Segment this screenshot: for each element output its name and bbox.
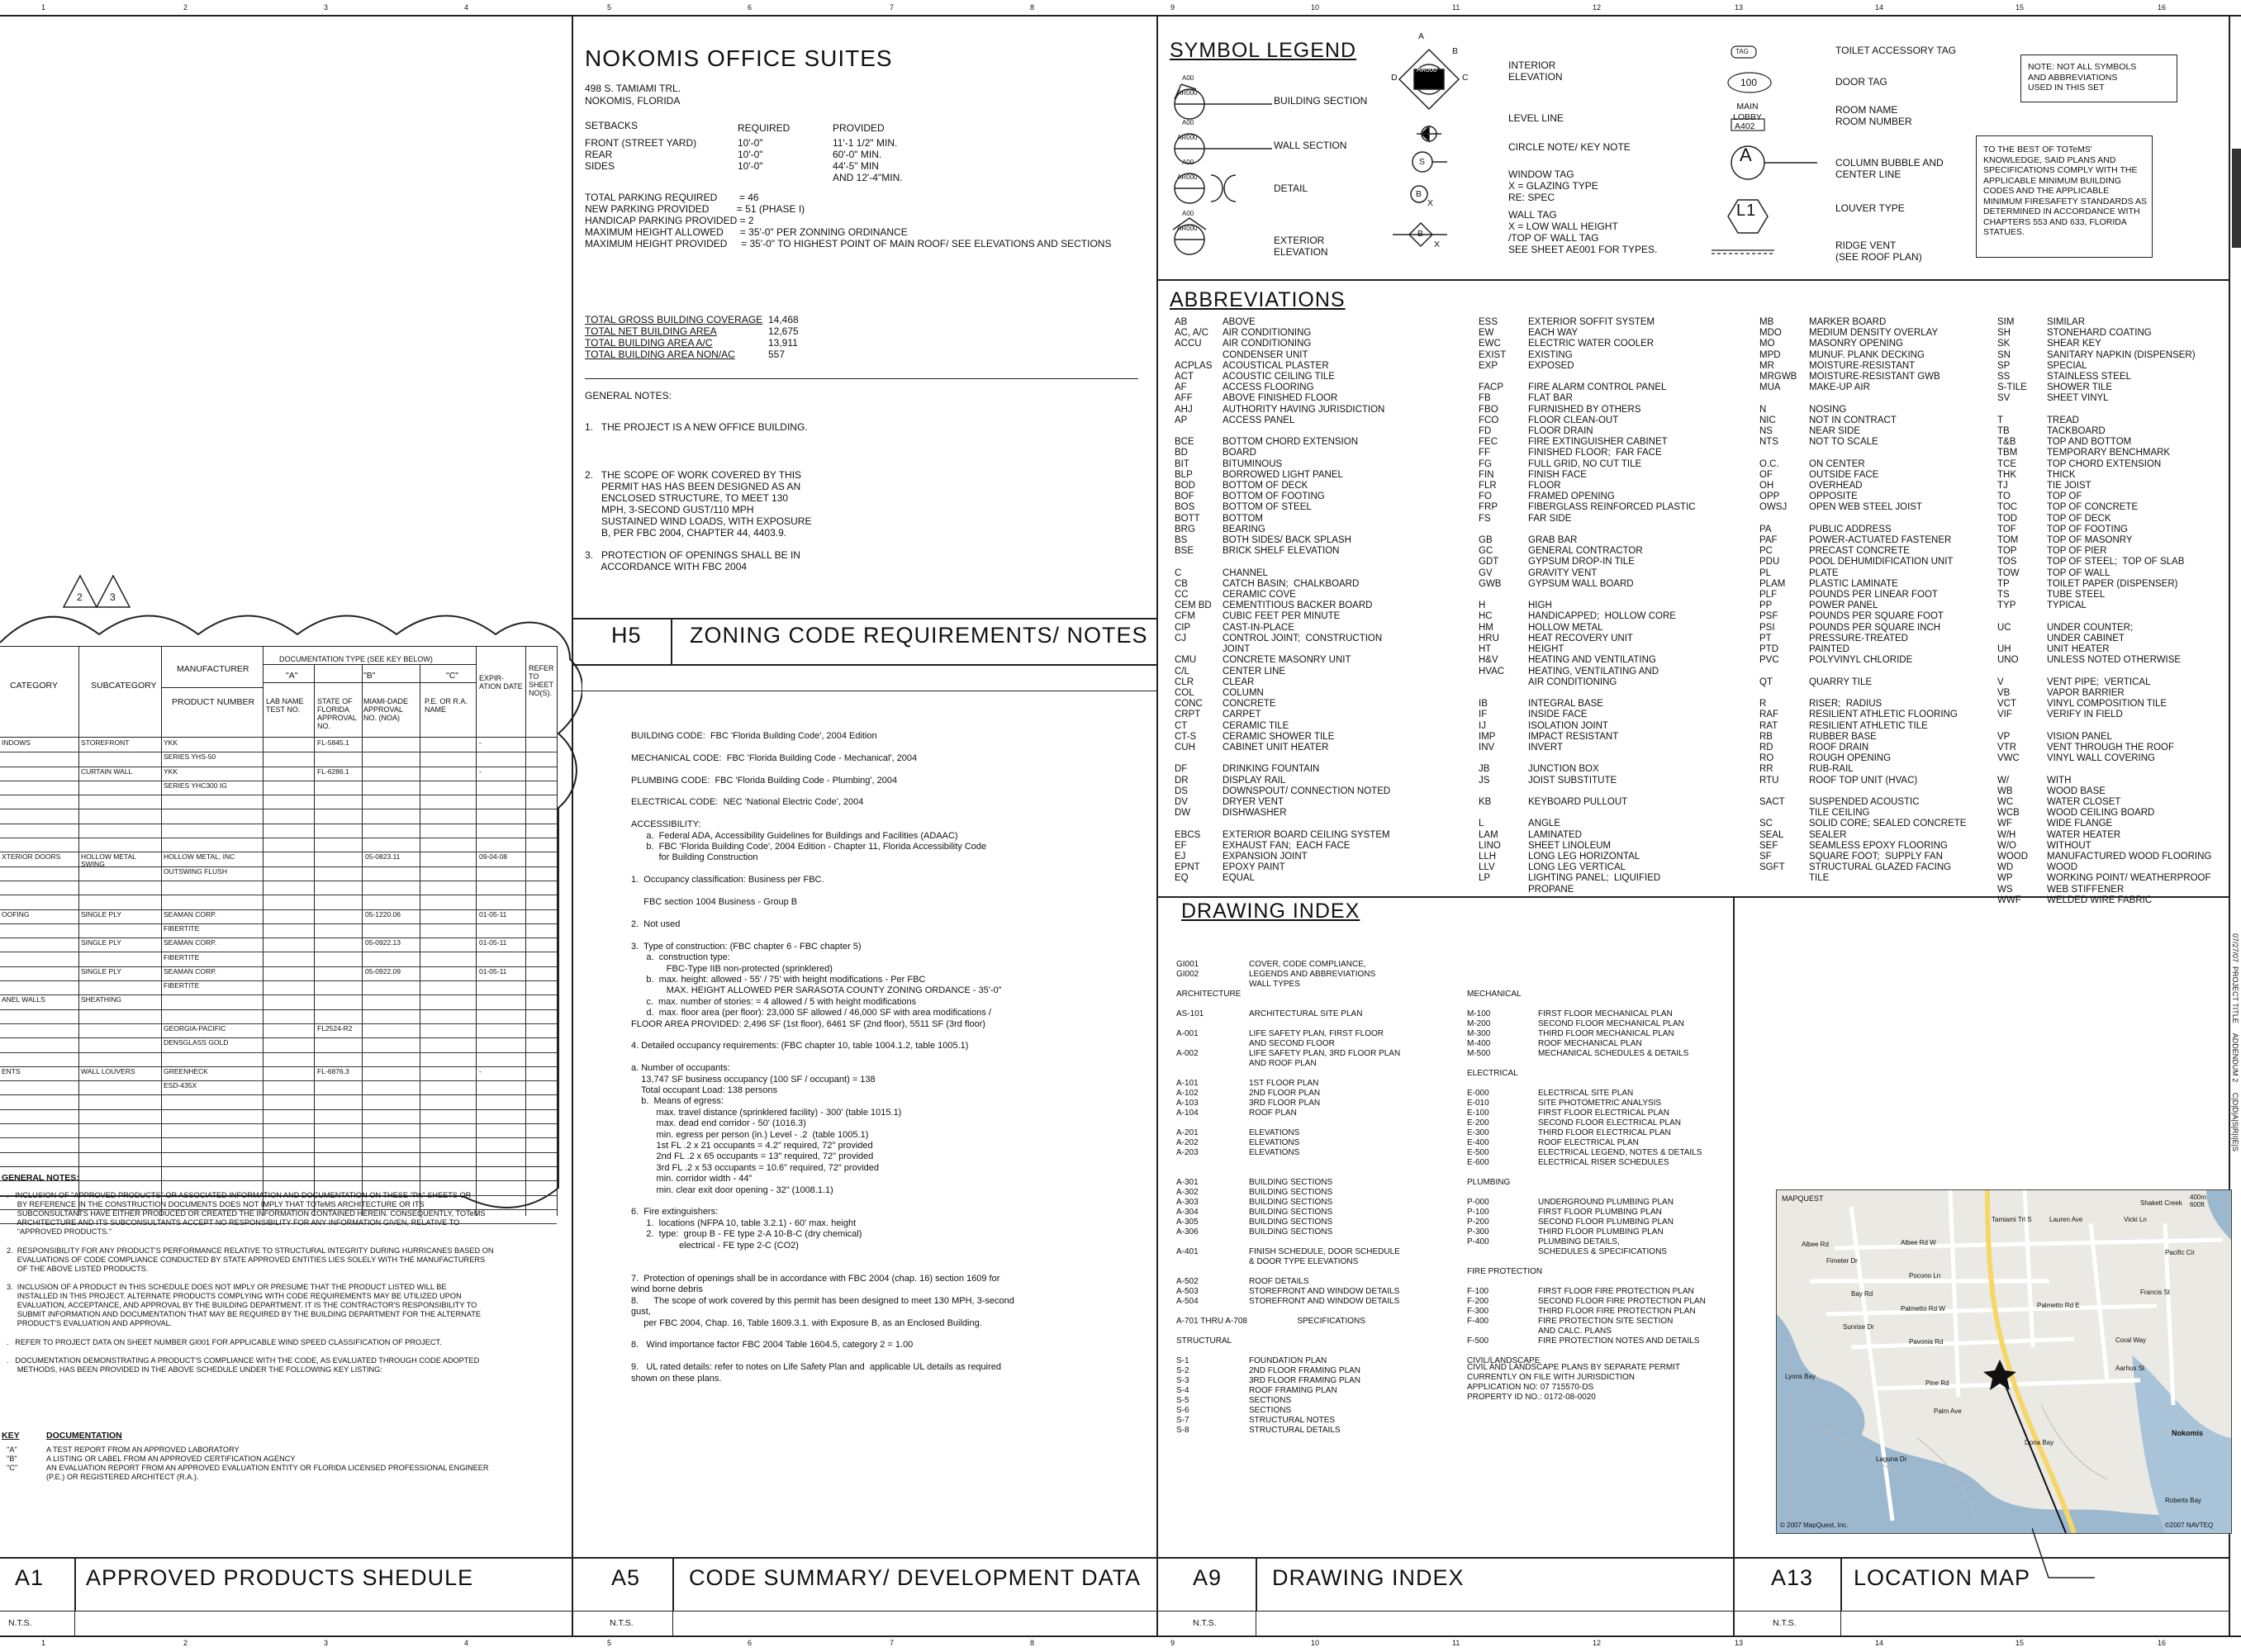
table-cell-cat: OOFING: [2, 910, 30, 919]
ruler-number: 13: [1735, 1639, 1744, 1647]
table-row: [0, 1037, 557, 1052]
tb-divider: [1840, 1557, 1842, 1612]
table-cell-sub: SHEATHING: [81, 996, 121, 1004]
legend-ridge-vent: RIDGE VENT (SEE ROOF PLAN): [1835, 240, 1922, 263]
legend-door-tag: DOOR TAG: [1835, 76, 1887, 88]
col-divider-3: [1733, 896, 1735, 1637]
ruler-number: 16: [2158, 3, 2167, 12]
level-line-symbol: [1417, 126, 1441, 141]
table-cell-mfr: DENSGLASS GOLD: [164, 1039, 229, 1047]
tb-divider: [74, 1557, 76, 1612]
hdr-expiration: EXPIR- ATION DATE: [479, 674, 523, 691]
abbrev-col1-codes: AB AC, A/C ACCU ACPLAS ACT AF AFF AHJ AP BCE BD BIT BLP BOD BOF BOS BOTT BRG BS BSE C CB CC CEM BD CFM CIP CJ CMU C/L CLR COL CONC CRPT CT CT-S CUH DF DR DS DV DW EBCS EF EJ EPNT EQ: [1175, 317, 1213, 884]
table-cell-mfr: SEAMAN CORP.: [164, 939, 217, 947]
ruler-number: 10: [1311, 1639, 1320, 1647]
table-cell-state: FL-5845.1: [317, 739, 349, 747]
sym-ar000-3: AR000: [1177, 173, 1198, 181]
legend-louver: LOUVER TYPE: [1835, 202, 1905, 214]
title-block-title-a5: CODE SUMMARY/ DEVELOPMENT DATA: [689, 1565, 1142, 1590]
title-block-tag-a13: A13: [1771, 1565, 1814, 1590]
table-row: [0, 1137, 557, 1152]
legend-toilet-tag: TOILET ACCESSORY TAG: [1835, 45, 1957, 56]
legend-circle-note: CIRCLE NOTE/ KEY NOTE: [1508, 141, 1631, 153]
table-row: [0, 980, 557, 995]
ruler-number: 11: [1452, 1639, 1460, 1647]
ruler-number: 7: [890, 1639, 895, 1647]
ap-general-notes: . INCLUSION OF "APPROVED PRODUCTS" OR ASSOCIATED INFORMATION AND DOCUMENTATION ON THESE "PA" SHEETS OR BY REFERENCE IN THE CONSTRUCTION DOCUMENTS DOES NOT IMPLY THAT TOTeMS ARCHITECTURE OR ITS SUBCONSULTANTS HAVE EITHER PRODUCED OR CREATED THE INFORMATION CONTAINED HEREIN. CONSEQUENTLY, TOTeMS ARCHITECTURE AND ITS SUBCONSULTANTS ACCEPT NO RESPONSIBILITY FOR ANY INFORMATION GIVEN, RELATIVE TO "APPROVED PRODUCTS." 2. RESPONSIBILITY FOR ANY PRODUCT'S PERFORMANCE RELATIVE TO STRUCTURAL INTEGRITY DURING HURRICANES BASED ON EVALUATIONS OF CODE COMPLIANCE CONDUCTED BY STATE APPROVED ENTITIES LIES SOLELY WITH THE MANUFACTURERS OF THE ABOVE LISTED PRODUCTS. 3. INCLUSION OF A PRODUCT IN THIS SCHEDULE DOES NOT IMPLY OR PRESUME THAT THE PRODUCT LISTED WILL BE INSTALLED IN THIS PROJECT. ALTERNATE PRODUCTS COMPLYING WITH CODE REQUIREMENTS MAY BE UTILIZED UPON EVALUATION, ACCEPTANCE, AND APPROVAL BY THE BUILDING DEPARTMENT. IT IS THE CONTRACTOR'S RESPONSIBILITY TO SUBMIT INFORMATION AND DOCUMENTATION THAT MAY BE REQUIRED BY THE BUILDING DEPARTMENT FOR THE ALTERNATE PRODUCT'S EVALUATION AND APPROVAL. . REFER TO PROJECT DATA ON SHEET NUMBER GI001 FOR APPLICABLE WIND SPEED CLASSIFICATION OF PROJECT. . DOCUMENTATION DEMONSTRATING A PRODUCT'S COMPLIANCE WITH THE CODE, AS EVALUATED THROUGH CODE ADOPTED METHODS, HAS BEEN PROVIDED IN THE ABOVE SCHEDULE UNDER THE FOLLOWING KEY LISTING:: [7, 1191, 494, 1374]
sym-s: S: [1419, 157, 1426, 167]
map-street: Coral Way: [2115, 1336, 2147, 1344]
table-cell-state: FL-6876.3: [317, 1067, 349, 1075]
table-cell-sub: STOREFRONT: [81, 739, 130, 747]
drawing-index-title: DRAWING INDEX: [1181, 900, 1360, 923]
tb-divider: [74, 1611, 75, 1635]
table-cell-cat: INDOWS: [2, 739, 31, 747]
setbacks-rows: FRONT (STREET YARD) REAR SIDES: [585, 137, 697, 172]
ruler-number: 1: [41, 1639, 46, 1647]
ruler-number: 5: [607, 3, 612, 12]
separator: [585, 378, 1138, 379]
hdr-refer: REFER TO SHEET NO(S).: [529, 664, 554, 697]
map-street: Pine Rd: [1925, 1379, 1949, 1387]
index-right-codes: MECHANICAL M-100 M-200 M-300 M-400 M-500 ELECTRICAL E-000 E-010 E-100 E-200 E-300 E-400 E-500 E-600 PLUMBING P-000 P-100 P-200 P-300 P-400 FIRE PROTECTION F-100 F-200 F-300 F-400 F-500 CIVIL/LANDSCAPE: [1467, 990, 1543, 1365]
hdr-category: CATEGORY: [10, 681, 58, 691]
ruler-number: 6: [748, 3, 753, 12]
top-border: [0, 15, 2241, 17]
ruler-number: 12: [1593, 1639, 1602, 1647]
ruler-number: 3: [324, 3, 329, 12]
ruler-number: 6: [748, 1639, 753, 1647]
table-row: [0, 909, 557, 924]
setbacks-provided: 11'-1 1/2" MIN. 60'-0" MIN. 44'-5" MIN AND 12'-4"MIN.: [833, 137, 903, 183]
sym-ar000-1: AR000: [1177, 89, 1198, 97]
table-cell-mfr: GREENHECK: [164, 1067, 208, 1075]
table-cell-exp: 01-05-11: [479, 967, 507, 976]
sym-wall-b: B: [1417, 229, 1424, 239]
project-name: NOKOMIS OFFICE SUITES: [585, 45, 893, 71]
project-note-2: 2. THE SCOPE OF WORK COVERED BY THIS PERMIT HAS HAS BEEN DESIGNED AS AN ENCLOSED STRUCTURE, TO MEET 130 MPH, 3-SECOND GUST/110 MPH SUSTAINED WIND LOADS, WITH EXPOSURE B, PER FBC 2004, CHAPTER 44, 4403.9.: [585, 469, 812, 539]
ap-key-desc: A TEST REPORT FROM AN APPROVED LABORATORY A LISTING OR LABEL FROM AN APPROVED CERTIFICATION AGENCY AN EVALUATION REPORT FROM AN APPROVED EVALUATION ENTITY OR FLORIDA LICENSED PROFESSIONAL ENGINEER (P.E.) OR REGISTERED ARCHITECT (R.A.).: [46, 1446, 489, 1481]
hdr-doc-type: DOCUMENTATION TYPE (SEE KEY BELOW): [279, 655, 433, 663]
side-strip-dark: [2232, 149, 2241, 248]
symbols-note-box: [2020, 55, 2177, 102]
ruler-number: 11: [1452, 3, 1460, 12]
title-block-tag-a1: A1: [15, 1565, 45, 1590]
zoning-tag: H5: [611, 623, 642, 648]
table-top: [0, 646, 557, 647]
ruler-number: 3: [324, 1639, 329, 1647]
table-cell-mfr: YKK: [164, 767, 178, 776]
abbrev-col3-codes: MB MDO MO MPD MR MRGWB MUA N NIC NS NTS O.C. OF OH OPP OWSJ PA PAF PC PDU PL PLAM PLF PP PSF PSI PT PTD PVC QT R RAF RAT RB RD RO RR RTU SACT SC SEAL SEF SF SGFT: [1759, 317, 1797, 873]
sym-100: 100: [1740, 77, 1758, 88]
table-row: [0, 781, 557, 795]
hdr-lab: LAB NAME TEST NO.: [266, 697, 304, 714]
abbreviations-title: ABBREVIATIONS: [1170, 288, 1346, 311]
sym-window-b: B: [1416, 189, 1422, 199]
hdr-miami: MIAMI-DADE APPROVAL NO. (NOA): [363, 697, 408, 722]
hdr-product-number: PRODUCT NUMBER: [172, 697, 255, 707]
ruler-number: 14: [1875, 1639, 1884, 1647]
map-street: Vicki Ln: [2124, 1216, 2147, 1223]
map-scale: 400m 600ft: [2190, 1194, 2207, 1208]
tb-divider: [672, 1557, 674, 1612]
table-row: [0, 852, 557, 869]
revision-triangles: [62, 572, 136, 609]
hdr-a: "A": [286, 671, 298, 681]
map-street: Roberts Bay: [2165, 1497, 2202, 1504]
map-street: Palmetto Rd W: [1901, 1305, 1945, 1313]
map-street: Palmetto Rd E: [2037, 1302, 2080, 1309]
table-row: [0, 752, 557, 767]
table-cell-cat: XTERIOR DOORS: [2, 853, 61, 862]
symbols-note: NOTE: NOT ALL SYMBOLS AND ABBREVIATIONS USED IN THIS SET: [2028, 62, 2137, 93]
table-row: [0, 795, 557, 809]
sym-main-lobby: MAIN LOBBY: [1733, 102, 1763, 122]
zoning-title-bottom: [572, 664, 1156, 666]
sym-a00-1: A00: [1182, 74, 1194, 82]
sym-a: A: [1418, 31, 1425, 41]
zoning-title-divider: [671, 618, 672, 666]
symbol-legend-title: SYMBOL LEGEND: [1170, 39, 1357, 62]
map-street: Tamiami Trl S: [1992, 1216, 2032, 1223]
ap-key-title: KEY: [2, 1431, 20, 1441]
map-graphics: [1777, 1190, 2231, 1533]
hline: [263, 664, 476, 665]
tb-divider: [1256, 1557, 1257, 1612]
sym-d: D: [1391, 73, 1398, 83]
table-cell-mfr: FIBERTITE: [164, 953, 200, 961]
map-label: MAPQUEST: [1782, 1194, 1824, 1203]
legend-detail: DETAIL: [1274, 183, 1308, 194]
ruler-number: 16: [2158, 1639, 2167, 1647]
ruler-number: 4: [464, 1639, 469, 1647]
legend-interior-elevation: INTERIOR ELEVATION: [1508, 59, 1563, 83]
table-cell-exp: 09-04-08: [479, 853, 508, 862]
table-cell-state: FL2524-R2: [317, 1025, 353, 1032]
sym-a402: A402: [1735, 121, 1755, 131]
map-street: Bay Rd: [1851, 1290, 1873, 1298]
ap-key-codes: "A" "B" "C": [7, 1446, 18, 1472]
legend-level-line: LEVEL LINE: [1508, 112, 1564, 124]
table-row: [0, 1123, 557, 1138]
ruler-number: 15: [2015, 3, 2025, 12]
table-row: [0, 1166, 557, 1181]
sym-tag: TAG: [1735, 48, 1749, 55]
project-address-1: 498 S. TAMIAMI TRL.: [585, 83, 681, 94]
ruler-number: 8: [1030, 1639, 1035, 1647]
table-cell-sub: SINGLE PLY: [81, 910, 121, 919]
ruler-number: 1: [41, 3, 46, 12]
title-block-tag-a9: A9: [1193, 1565, 1223, 1590]
map-street: Nokomis: [2172, 1429, 2204, 1437]
bottom-border: [0, 1635, 2241, 1637]
table-cell-mfr: SERIES YHS-50: [164, 753, 216, 762]
ruler-number: 9: [1170, 1639, 1175, 1647]
map-copyright-left: © 2007 MapQuest, Inc.: [1780, 1521, 1849, 1529]
table-row: [0, 866, 557, 881]
location-map[interactable]: [1776, 1189, 2232, 1534]
tb-divider: [672, 1611, 673, 1635]
general-notes-label: GENERAL NOTES:: [585, 390, 672, 401]
hdr-manufacturer: MANUFACTURER: [177, 664, 249, 674]
table-cell-sub: CURTAIN WALL: [81, 767, 133, 776]
table-cell-miami: 05-0823.11: [365, 853, 401, 862]
table-cell-mfr: YKK: [164, 739, 178, 747]
abbrev-col2-codes: ESS EW EWC EXIST EXP FACP FB FBO FCO FD FEC FF FG FIN FLR FO FRP FS GB GC GDT GV GWB H HC HM HRU HT H&V HVAC IB IF IJ IMP INV JB JS KB L LAM LINO LLH LLV LP: [1479, 317, 1507, 884]
project-address-2: NOKOMIS, FLORIDA: [585, 95, 681, 107]
hdr-subcategory: SUBCATEGORY: [91, 681, 157, 691]
map-street: Sunrise Dr: [1843, 1323, 1874, 1331]
title-block-scale-a13: N.T.S.: [1773, 1618, 1797, 1628]
circle-note-symbol: [1412, 152, 1447, 172]
sym-a00-4: A00: [1182, 210, 1194, 217]
sym-ar000-2: AR000: [1177, 134, 1198, 141]
ruler-number: 12: [1593, 3, 1602, 12]
table-row: [0, 995, 557, 1009]
hdr-pe: P.E. OR R.A. NAME: [425, 697, 468, 714]
approved-products-table: [0, 646, 557, 1216]
sym-a00-int: A00: [1422, 57, 1434, 64]
hdr-c: "C": [446, 671, 459, 681]
table-cell-miami: 05-0922.13: [365, 939, 401, 947]
hdr-b: "B": [363, 671, 376, 681]
sym-ar000-int: AR000: [1417, 66, 1437, 74]
legend-window-tag: WINDOW TAG X = GLAZING TYPE RE: SPEC: [1508, 169, 1598, 203]
table-cell-sub: SINGLE PLY: [81, 967, 121, 976]
setbacks-required-label: REQUIRED: [738, 122, 791, 134]
ruler-number: 8: [1030, 3, 1035, 12]
side-strip-text: 07/27/07 PROJECT TITLE ADDENDUM 2 C|D|D|A|S|R|I|E|S: [2231, 933, 2239, 1151]
sym-ar000-4: AR000: [1177, 225, 1198, 232]
area-values: 14,468 12,675 13,911 557: [768, 314, 799, 360]
ruler-number: 9: [1170, 3, 1175, 12]
title-row-top: [0, 1557, 2229, 1559]
sym-window-x: X: [1427, 198, 1434, 208]
sym-column: A: [1740, 145, 1753, 165]
ruler-number: 2: [183, 3, 188, 12]
parking-data: TOTAL PARKING REQUIRED = 46 NEW PARKING PROVIDED = 51 (PHASE I) HANDICAP PARKING PROVIDED = 2 MAXIMUM HEIGHT ALLOWED = 35'-0" PER ZONNING ORDINANCE MAXIMUM HEIGHT PROVIDED = 35'-0" TO HIGHEST POINT OF MAIN ROOF/ SEE ELEVATIONS AND SECTIONS: [585, 192, 1112, 249]
ruler-number: 14: [1875, 3, 1884, 12]
tb-divider: [1840, 1611, 1841, 1635]
ruler-number: 4: [464, 3, 469, 12]
table-row: [0, 1052, 557, 1067]
index-left-codes: GI001 GI002 ARCHITECTURE AS-101 A-001 A-002 A-101 A-102 A-103 A-104 A-201 A-202 A-203 A-301 A-302 A-303 A-304 A-305 A-306 A-401 A-502 A-503 A-504 A-701 THRU A-708 STRUCTURAL S-1 S-2 S-3 S-4 S-5 S-6 S-7 S-8: [1176, 960, 1247, 1435]
table-cell-exp: -: [479, 767, 482, 776]
table-cell-mfr: OUTSWING FLUSH: [164, 867, 227, 876]
table-cell-exp: 01-05-11: [479, 910, 507, 919]
table-row: [0, 881, 557, 895]
map-street: Francis St: [2140, 1289, 2171, 1296]
table-row: [0, 1023, 557, 1038]
general-notes-divider: [0, 1166, 557, 1167]
sym-a00-3: A00: [1182, 159, 1194, 166]
table-cell-mfr: ESD-435X: [164, 1082, 197, 1090]
title-row-bottom: [0, 1611, 2229, 1612]
abbrev-col3-desc: MARKER BOARD MEDIUM DENSITY OVERLAY MASONRY OPENING MUNUF. PLANK DECKING MOISTURE-RESISTANT MOISTURE-RESISTANT GWB MAKE-UP AIR NOSING NOT IN CONTRACT NEAR SIDE NOT TO SCALE ON CENTER OUTSIDE FACE OVERHEAD OPPOSITE OPEN WEB STEEL JOIST PUBLIC ADDRESS POWER-ACTUATED FASTENER PRECAST CONCRETE POOL DEHUMIDIFICATION UNIT PLATE PLASTIC LAMINATE POUNDS PER LINEAR FOOT POWER PANEL POUNDS PER SQUARE FOOT POUNDS PER SQUARE INCH PRESSURE-TREATED PAINTED POLYVINYL CHLORIDE QUARRY TILE RISER; RADIUS RESILIENT ATHLETIC FLOORING RESILIENT ATHLETIC TILE RUBBER BASE ROOF DRAIN ROUGH OPENING RUB-RAIL ROOF TOP UNIT (HVAC) SUSPENDED ACOUSTIC TILE CEILING SOLID CORE; SEALED CONCRETE SEALER SEAMLESS EPOXY FLOORING SQUARE FOOT; SUPPLY FAN STRUCTURAL GLAZED FACING TILE: [1809, 317, 1967, 884]
table-row: [0, 1009, 557, 1024]
map-street: Laguna Dr: [1876, 1455, 1907, 1463]
table-cell-exp: -: [479, 1067, 482, 1075]
project-note-1: 1. THE PROJECT IS A NEW OFFICE BUILDING.: [585, 421, 808, 433]
table-cell-mfr: FIBERTITE: [164, 982, 200, 990]
map-leader-line: [2032, 1528, 2098, 1586]
map-street: Lauren Ave: [2049, 1216, 2083, 1223]
index-left-desc: COVER, CODE COMPLIANCE, LEGENDS AND ABBREVIATIONS WALL TYPES ARCHITECTURAL SITE PLAN LIFE SAFETY PLAN, FIRST FLOOR AND SECOND FLOOR LIFE SAFETY PLAN, 3RD FLOOR PLAN AND ROOF PLAN 1ST FLOOR PLAN 2ND FLOOR PLAN 3RD FLOOR PLAN ROOF PLAN ELEVATIONS ELEVATIONS ELEVATIONS BUILDING SECTIONS BUILDING SECTIONS BUILDING SECTIONS BUILDING SECTIONS BUILDING SECTIONS BUILDING SECTIONS FINISH SCHEDULE, DOOR SCHEDULE & DOOR TYPE ELEVATIONS ROOF DETAILS STOREFRONT AND WINDOW DETAILS STOREFRONT AND WINDOW DETAILS SPECIFICATIONS FOUNDATION PLAN 2ND FLOOR FRAMING PLAN 3RD FLOOR FRAMING PLAN ROOF FRAMING PLAN SECTIONS SECTIONS STRUCTURAL NOTES STRUCTURAL DETAILS: [1249, 960, 1401, 1435]
title-block-title-a9: DRAWING INDEX: [1272, 1565, 1465, 1590]
ridge-vent-symbol: [1712, 250, 1774, 254]
index-civil-note: CIVIL AND LANDSCAPE PLANS BY SEPARATE PERMIT CURRENTLY ON FILE WITH JURISDICTION APPLICATION NO: 07 715570-DS PROPERTY ID NO.: 0172-08-0020: [1467, 1363, 1681, 1402]
table-row: [0, 838, 557, 852]
table-row: [0, 824, 557, 838]
ruler-number: 5: [607, 1639, 612, 1647]
map-street: Albee Rd: [1802, 1241, 1829, 1248]
table-row: [0, 923, 557, 938]
legend-wall-tag: WALL TAG X = LOW WALL HEIGHT /TOP OF WALL TAG SEE SHEET AE001 FOR TYPES.: [1508, 209, 1658, 255]
hdr-state: STATE OF FLORIDA APPROVAL NO.: [317, 697, 357, 730]
map-street: Dona Bay: [2025, 1439, 2054, 1446]
setbacks-required: 10'-0" 10'-0" 10'-0": [738, 137, 763, 172]
ruler-number: 10: [1311, 3, 1320, 12]
map-street: Pocono Ln: [1909, 1272, 1941, 1279]
title-block-scale-a9: N.T.S.: [1193, 1618, 1217, 1628]
table-row: [0, 1080, 557, 1095]
map-street: Pacific Cir: [2165, 1249, 2196, 1256]
setbacks-label: SETBACKS: [585, 120, 639, 131]
table-cell-cat: ANEL WALLS: [2, 996, 45, 1004]
ap-doc-title: DOCUMENTATION: [46, 1431, 122, 1441]
sym-l1: L1: [1736, 202, 1757, 220]
title-block-scale-a5: N.T.S.: [610, 1618, 634, 1628]
ruler-number: 15: [2015, 1639, 2025, 1647]
revision-tag-2: 2: [77, 591, 83, 603]
title-block-scale-a1: N.T.S.: [8, 1618, 32, 1628]
zoning-title-top: [572, 618, 1156, 620]
table-cell-miami: 05-1220.06: [365, 910, 401, 919]
table-cell-state: FL-6286.1: [317, 767, 349, 776]
title-block-title-a1: APPROVED PRODUCTS SHEDULE: [86, 1565, 474, 1590]
sym-wall-x: X: [1434, 240, 1441, 249]
sym-c: C: [1462, 73, 1469, 83]
table-row: [0, 1109, 557, 1124]
table-cell-mfr: SERIES YHC300 IG: [164, 781, 227, 790]
table-row: [0, 809, 557, 824]
code-summary: BUILDING CODE: FBC 'Florida Building Code', 2004 Edition MECHANICAL CODE: FBC 'Florida Building Code - Mechanical', 2004 PLUMBING CODE: FBC 'Florida Building Code - Plumbing', 2004 ELECTRICAL CODE: NEC 'National Electric Code', 2004 ACCESSIBILITY: a. Federal ADA, Accessibility Guidelines for Buildings and Facilities (ADAAC) b. FBC 'Florida Building Code', 2004 Edition - Chapter 11, Florida Accessibility Code for Building Construction 1. Occupancy classification: Business per FBC. FBC section 1004 Business - Group B 2. Not used 3. Type of construction: (FBC chapter 6 - FBC chapter 5) a. construction type: FBC-Type IIB non-protected (sprinklered) b. max. height: allowed - 55' / 75' with height modifications - Per FBC MAX. HEIGHT ALLOWED PER SARASOTA COUNTY ZONING ORDANCE - 35'-0" c. max. number of stories: = 4 allowed / 5 with height modifications d. max. floor area (per floor): 23,000 SF allowed / 46,000 SF with area modifications / FLOOR AREA PROVIDED: 2,496 SF (1st floor), 6461 SF (2nd floor), 5511 SF (3rd floor) 4. Detailed occupancy requirements: (FBC chapter 10, table 1004.1.2, table 1005.1) a. Number of occupants: 13,747 SF business occupancy (100 SF / occupant) = 138 Total occupant Load: 138 persons b. Means of egress: max. travel distance (sprinklered facility) - 300' (table 1015.1) max. dead end corridor - 50' (1016.3) min. egress per person (in.) Level - .2 (table 1005.1) 1st FL .2 x 21 occupants = 4.2" required, 72" provided 2nd FL .2 x 65 occupants = 13" required, 72" provided 3rd FL .2 x 53 occupants = 10.6" required, 72" provided min. corridor width - 44" min. clear exit door opening - 32" (1008.1.1) 6. Fire extinguishers: 1. locations (NFPA 10, table 3.2.1) - 60' max. height 2. type: group B - FE type 2-A 10-B-C (dry chemical) electrical - FE type 2-C (CO2) 7. Protection of openings shall be in accordance with FBC 2004 (chap. 16) section 1609 for wind borne debris 8. The scope of work covered by this permit has been designed to meet 130 MPH, 3-second gust, per FBC 2004, Chap. 16, Table 1609.3.1. with Exposure B, as an Enclosed Building. 8. Wind importance factor FBC 2004 Table 1604.5, category 2 = 1.00 9. UL rated details: refer to notes on Life Safety Plan and applicable UL details as required shown on these plans.: [631, 731, 1014, 1384]
legend-exterior-elevation: EXTERIOR ELEVATION: [1274, 235, 1328, 258]
map-copyright-right: ©2007 NAVTEQ: [2165, 1521, 2214, 1529]
map-street: Albee Rd W: [1901, 1239, 1936, 1246]
table-row: [0, 895, 557, 909]
table-row: [0, 938, 557, 952]
map-street: Fimeter Dr: [1826, 1257, 1858, 1265]
table-cell-mfr: SEAMAN CORP.: [164, 910, 217, 919]
table-cell-sub: HOLLOW METAL SWING: [81, 853, 136, 869]
sym-a00-2: A00: [1182, 119, 1194, 126]
table-cell-sub: SINGLE PLY: [81, 939, 121, 947]
map-street: Aarhus St: [2115, 1365, 2145, 1372]
table-row: [0, 767, 557, 781]
table-row: [0, 1152, 557, 1167]
legend-column-bubble: COLUMN BUBBLE AND CENTER LINE: [1835, 157, 1944, 180]
table-cell-exp: 01-05-11: [479, 939, 507, 947]
ruler-number: 13: [1735, 3, 1744, 12]
table-cell-cat: ENTS: [2, 1067, 21, 1075]
ruler-number: 7: [890, 3, 895, 12]
ruler-number: 2: [183, 1639, 188, 1647]
project-note-3: 3. PROTECTION OF OPENINGS SHALL BE IN ACCORDANCE WITH FBC 2004: [585, 549, 800, 572]
map-street: Shakett Creek: [2140, 1199, 2182, 1207]
table-row: [0, 738, 557, 752]
abbrev-col2-desc: EXTERIOR SOFFIT SYSTEM EACH WAY ELECTRIC WATER COOLER EXISTING EXPOSED FIRE ALARM CONTROL PANEL FLAT BAR FURNISHED BY OTHERS FLOOR CLEAN-OUT FLOOR DRAIN FIRE EXTINGUISHER CABINET FINISHED FLOOR; FAR FACE FULL GRID, NO CUT TILE FINISH FACE FLOOR FRAMED OPENING FIBERGLASS REINFORCED PLASTIC FAR SIDE GRAB BAR GENERAL CONTRACTOR GYPSUM DROP-IN TILE GRAVITY VENT GYPSUM WALL BOARD HIGH HANDICAPPED; HOLLOW CORE HOLLOW METAL HEAT RECOVERY UNIT HEIGHT HEATING AND VENTILATING HEATING, VENTILATING AND AIR CONDITIONING INTEGRAL BASE INSIDE FACE ISOLATION JOINT IMPACT RESISTANT INVERT JUNCTION BOX JOIST SUBSTITUTE KEYBOARD PULLOUT ANGLE LAMINATED SHEET LINOLEUM LONG LEG HORIZONTAL LONG LEG VERTICAL LIGHTING PANEL; LIQUIFIED PROPANE: [1528, 317, 1696, 895]
legend-building-section: BUILDING SECTION: [1274, 95, 1368, 107]
table-row: [0, 1095, 557, 1110]
table-row: [0, 1066, 557, 1081]
compliance-box: [1976, 135, 2153, 258]
table-cell-miami: 05-0922.09: [365, 967, 401, 976]
vline: [557, 646, 558, 1216]
table-cell-sub: WALL LOUVERS: [81, 1067, 135, 1075]
compliance-note: TO THE BEST OF TOTeMS' KNOWLEDGE, SAID PLANS AND SPECIFICATIONS COMPLY WITH THE APPLICABLE MINIMUM BUILDING CODES AND THE APPLICABLE MINIMUM FIRESAFETY STANDARDS AS DETERMINED IN ACCORDANCE WITH CHAPTERS 553 AND 633, FLORIDA STATUES.: [1983, 145, 2147, 237]
table-row: [0, 952, 557, 967]
sym-b: B: [1452, 46, 1459, 56]
map-street: Pavonia Rd: [1909, 1338, 1944, 1346]
table-cell-mfr: GEORGIA-PACIFIC: [164, 1025, 226, 1032]
table-row: [0, 966, 557, 981]
title-block-tag-a5: A5: [611, 1565, 641, 1590]
area-labels: TOTAL GROSS BUILDING COVERAGE TOTAL NET BUILDING AREA TOTAL BUILDING AREA A/C TOTAL BUILDING AREA NON/AC: [585, 314, 763, 360]
table-cell-mfr: SEAMAN CORP.: [164, 967, 217, 976]
map-street: Palm Ave: [1934, 1408, 1962, 1415]
table-cell-exp: -: [479, 739, 482, 747]
ap-general-notes-title: GENERAL NOTES:: [2, 1173, 79, 1183]
index-right-desc: FIRST FLOOR MECHANICAL PLAN SECOND FLOOR MECHANICAL PLAN THIRD FLOOR MECHANICAL PLAN ROOF MECHANICAL PLAN MECHANICAL SCHEDULES & DETAILS ELECTRICAL SITE PLAN SITE PHOTOMETRIC ANALYSIS FIRST FLOOR ELECTRICAL PLAN SECOND FLOOR ELECTRICAL PLAN THIRD FLOOR ELECTRICAL PLAN ROOF ELECTRICAL PLAN ELECTRICAL LEGEND, NOTES & DETAILS ELECTRICAL RISER SCHEDULES UNDERGROUND PLUMBING PLAN FIRST FLOOR PLUMBING PLAN SECOND FLOOR PLUMBING PLAN THIRD FLOOR PLUMBING PLAN PLUMBING DETAILS, SCHEDULES & SPECIFICATIONS FIRST FLOOR FIRE PROTECTION PLAN SECOND FLOOR FIRE PROTECTION PLAN THIRD FLOOR FIRE PROTECTION PLAN FIRE PROTECTION SITE SECTION AND CALC. PLANS FIRE PROTECTION NOTES AND DETAILS: [1538, 1009, 1706, 1346]
hline: [161, 687, 263, 688]
map-street: Lyons Bay: [1785, 1373, 1816, 1380]
abbrev-col4-codes: SIM SH SK SN SP SS S-TILE SV T TB T&B TBM TCE THK TJ TO TOC TOD TOF TOM TOP TOS TOW TP TS TYP UC UH UNO V VB VCT VIF VP VTR VWC W/ WB WC WCB WF W/H W/O WOOD WD WP WS WWF: [1997, 317, 2029, 905]
legend-room-name: ROOM NAME ROOM NUMBER: [1835, 104, 1912, 127]
title-block-title-a13: LOCATION MAP: [1854, 1565, 2031, 1590]
abbrev-col4-desc: SIMILAR STONEHARD COATING SHEAR KEY SANITARY NAPKIN (DISPENSER) SPECIAL STAINLESS STEEL SHOWER TILE SHEET VINYL TREAD TACKBOARD TOP AND BOTTOM TEMPORARY BENCHMARK TOP CHORD EXTENSION THICK TIE JOIST TOP OF TOP OF CONCRETE TOP OF DECK TOP OF FOOTING TOP OF MASONRY TOP OF PIER TOP OF STEEL; TOP OF SLAB TOP OF WALL TOILET PAPER (DISPENSER) TUBE STEEL TYPICAL UNDER COUNTER; UNDER CABINET UNIT HEATER UNLESS NOTED OTHERWISE VENT PIPE; VERTICAL VAPOR BARRIER VINYL COMPOSITION TILE VERIFY IN FIELD VISION PANEL VENT THROUGH THE ROOF VINYL WALL COVERING WITH WOOD BASE WATER CLOSET WOOD CEILING BOARD WIDE FLANGE WATER HEATER WITHOUT MANUFACTURED WOOD FLOORING WOOD WORKING POINT/ WEATHERPROOF WEB STIFFENER WELDED WIRE FABRIC: [2047, 317, 2212, 905]
zoning-title: ZONING CODE REQUIREMENTS/ NOTES: [690, 623, 1148, 648]
table-cell-mfr: HOLLOW METAL, INC: [164, 853, 235, 862]
table-cell-mfr: FIBERTITE: [164, 924, 200, 933]
legend-wall-section: WALL SECTION: [1274, 140, 1347, 151]
hline: [263, 682, 476, 683]
revision-tag-3: 3: [110, 591, 116, 603]
abbrev-col1-desc: ABOVE AIR CONDITIONING AIR CONDITIONING CONDENSER UNIT ACOUSTICAL PLASTER ACOUSTIC CEILING TILE ACCESS FLOORING ABOVE FINISHED FLOOR AUTHORITY HAVING JURISDICTION ACCESS PANEL BOTTOM CHORD EXTENSION BOARD BITUMINOUS BORROWED LIGHT PANEL BOTTOM OF DECK BOTTOM OF FOOTING BOTTOM OF STEEL BOTTOM BEARING BOTH SIDES/ BACK SPLASH BRICK SHELF ELEVATION CHANNEL CATCH BASIN; CHALKBOARD CERAMIC COVE CEMENTITIOUS BACKER BOARD CUBIC FEET PER MINUTE CAST-IN-PLACE CONTROL JOINT; CONSTRUCTION JOINT CONCRETE MASONRY UNIT CENTER LINE CLEAR COLUMN CONCRETE CARPET CERAMIC TILE CERAMIC SHOWER TILE CABINET UNIT HEATER DRINKING FOUNTAIN DISPLAY RAIL DOWNSPOUT/ CONNECTION NOTED DRYER VENT DISHWASHER EXTERIOR BOARD CEILING SYSTEM EXHAUST FAN; EACH FACE EXPANSION JOINT EPOXY PAINT EQUAL: [1223, 317, 1391, 884]
setbacks-provided-label: PROVIDED: [833, 122, 885, 134]
